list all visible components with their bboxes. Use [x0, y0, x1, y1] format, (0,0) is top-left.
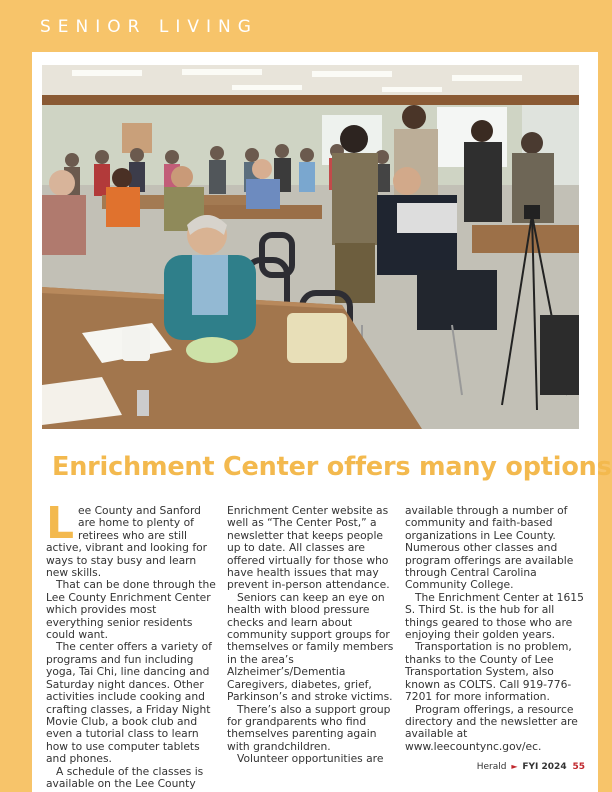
arrow-right-icon: ► [511, 762, 518, 771]
article-paragraph: Transportation is no problem, thanks to the County of Lee Transportation System, also known as COLTS. Call 919-776-7201 for more information. [405, 640, 572, 704]
article-paragraph: A schedule of the classes is available on the Lee County [46, 764, 204, 790]
article-paragraph: That can be done through the Lee County Enrichment Center which provides most everything senior residents could want. [46, 578, 216, 642]
paragraph-text: ee County and Sanford are home to plenty of retirees who are still active, vibrant and looking for ways to stay busy and learn new skills. [46, 504, 208, 580]
article-column-1 [46, 498, 216, 790]
page-number: 55 [572, 762, 585, 772]
article-paragraph: Seniors can keep an eye on health with blood pressure checks and learn about community support groups for themselves or family members in the area’s Alzheimer’s/Dementia Caregivers, diabetes, grief, Parkinson’s and stroke victims. [227, 590, 394, 704]
article-paragraph: Program offerings, a resource directory and the newsletter are available at www.leecountync.gov/ec. [405, 702, 578, 753]
article-paragraph: The Enrichment Center at 1615 S. Third St. is the hub for all things geared to those who are enjoying their golden years. [405, 590, 584, 642]
dropcap: L [46, 498, 75, 549]
article-paragraph: Volunteer opportunities are [237, 752, 384, 766]
article-paragraph: Enrichment Center website as well as “The Center Post,” a newsletter that keeps people up to date. All classes are offered virtually for those who have health issues that may prevent in-person attendance. [227, 504, 390, 592]
article-column-3 [405, 505, 585, 753]
article-column-2 [227, 505, 399, 766]
article-paragraph [46, 498, 216, 580]
page-footer [477, 762, 585, 772]
article-paragraph: available through a number of community and faith-based organizations in Lee County. Numerous other classes and program offerings are available through Central Carolina Community College. [405, 504, 574, 592]
publication-name: Herald [476, 762, 507, 772]
headline: Enrichment Center offers many options [52, 452, 612, 482]
photo-senior-center-gathering [42, 65, 579, 429]
article-paragraph: The center offers a variety of programs and fun including yoga, Tai Chi, line dancing and Saturday night dances. Other activities include cooking and crafting classes, a Friday Night Movie Club, a book club and even a tutorial class to learn how to use computer tablets and phones. [46, 640, 212, 766]
section-header: SENIOR LIVING [40, 17, 258, 37]
article-paragraph: There’s also a support group for grandparents who find themselves parenting again with grandchildren. [227, 702, 391, 753]
page [32, 52, 612, 792]
issue-label: FYI 2024 [522, 762, 567, 772]
